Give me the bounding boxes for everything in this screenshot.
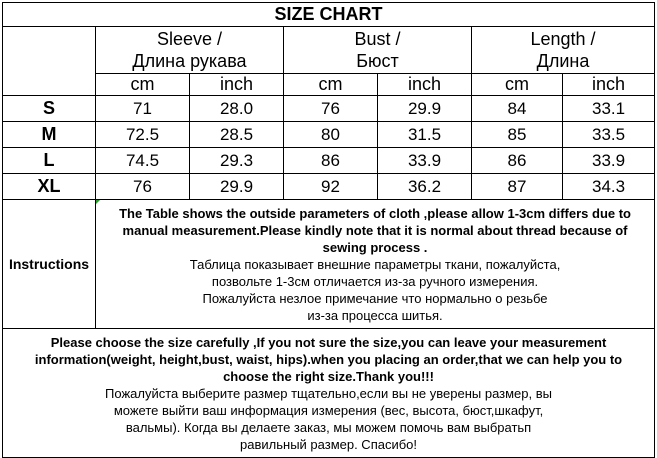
value-cell: 34.3 (563, 174, 655, 200)
unit-header: inch (190, 74, 284, 96)
value-cell: 36.2 (378, 174, 472, 200)
table-row (3, 122, 655, 148)
table-row (3, 148, 655, 174)
note-line: Пожалуйста выберите размер тщательно,если вы не уверены размер, вы (105, 385, 552, 401)
value-cell: 33.9 (378, 148, 472, 174)
value-cell: 29.9 (190, 174, 284, 200)
note-line: вальмы). Когда вы делаете заказ, мы можем помочь вам выбратьп (125, 419, 532, 435)
group-header-line1: Sleeve / (156, 29, 223, 49)
instructions-line: из-за процесса шитья. (307, 307, 443, 323)
unit-header: inch (563, 74, 655, 96)
table-row (3, 96, 655, 122)
unit-header: inch (378, 74, 472, 96)
group-header-line1: Length / (530, 29, 596, 49)
instructions-line: Таблица показывает внешние параметры ткани, пожалуйста, (189, 256, 561, 272)
group-header-bust (284, 27, 472, 74)
value-cell: 33.1 (563, 96, 655, 122)
value-cell: 29.9 (378, 96, 472, 122)
unit-header: cm (96, 74, 190, 96)
cell-comment-marker (96, 200, 100, 204)
group-header-sleeve (96, 27, 284, 74)
note-line: можете выйти ваш информация измерения (вес, высота, бюст,шкафут, (113, 402, 544, 418)
value-cell: 72.5 (96, 122, 190, 148)
value-cell: 80 (284, 122, 378, 148)
value-cell: 28.0 (190, 96, 284, 122)
value-cell: 76 (96, 174, 190, 200)
instructions-line: sewing process . (322, 239, 428, 255)
value-cell: 92 (284, 174, 378, 200)
value-cell: 31.5 (378, 122, 472, 148)
value-cell: 33.5 (563, 122, 655, 148)
value-cell: 85 (472, 122, 563, 148)
value-cell: 33.9 (563, 148, 655, 174)
unit-header: cm (472, 74, 563, 96)
instructions-line: Пожалуйста незлое примечание что нормально о резьбе (202, 290, 548, 306)
value-cell: 76 (284, 96, 378, 122)
value-cell: 74.5 (96, 148, 190, 174)
group-header-line2: Длина (536, 51, 590, 71)
note-line: information(weight, height,bust, waist, hips).when you placing an order,that we can help you to (34, 351, 623, 367)
size-label: L (3, 148, 96, 174)
note-line: равильный размер. Спасибо! (240, 436, 418, 452)
note-line: choose the right size.Thank you!!! (223, 368, 434, 384)
value-cell: 84 (472, 96, 563, 122)
size-chart-sheet (2, 2, 654, 454)
size-label: XL (3, 174, 96, 200)
table-row (3, 174, 655, 200)
instructions-line: позвольте 1-3см отличается из-за ручного измерения. (211, 273, 539, 289)
group-header-line2: Длина рукава (132, 51, 247, 71)
chart-title: SIZE CHART (3, 3, 655, 27)
size-label: S (3, 96, 96, 122)
value-cell: 71 (96, 96, 190, 122)
size-label: M (3, 122, 96, 148)
group-header-line2: Бюст (356, 51, 399, 71)
note-line: Please choose the size carefully ,If you not sure the size,you can leave your measurement (50, 334, 607, 350)
instructions-line: manual measurement.Please kindly note that it is normal about thread because of (122, 222, 628, 238)
corner-cell (3, 27, 96, 96)
unit-header: cm (284, 74, 378, 96)
size-selection-note (3, 329, 655, 458)
value-cell: 87 (472, 174, 563, 200)
value-cell: 86 (284, 148, 378, 174)
value-cell: 86 (472, 148, 563, 174)
size-chart-table (2, 2, 655, 458)
group-header-length (472, 27, 655, 74)
instructions-text (96, 200, 655, 329)
group-header-line1: Bust / (354, 29, 401, 49)
value-cell: 28.5 (190, 122, 284, 148)
value-cell: 29.3 (190, 148, 284, 174)
instructions-label: Instructions (3, 200, 96, 329)
instructions-line: The Table shows the outside parameters of cloth ,please allow 1-3cm differs due to (119, 205, 631, 221)
